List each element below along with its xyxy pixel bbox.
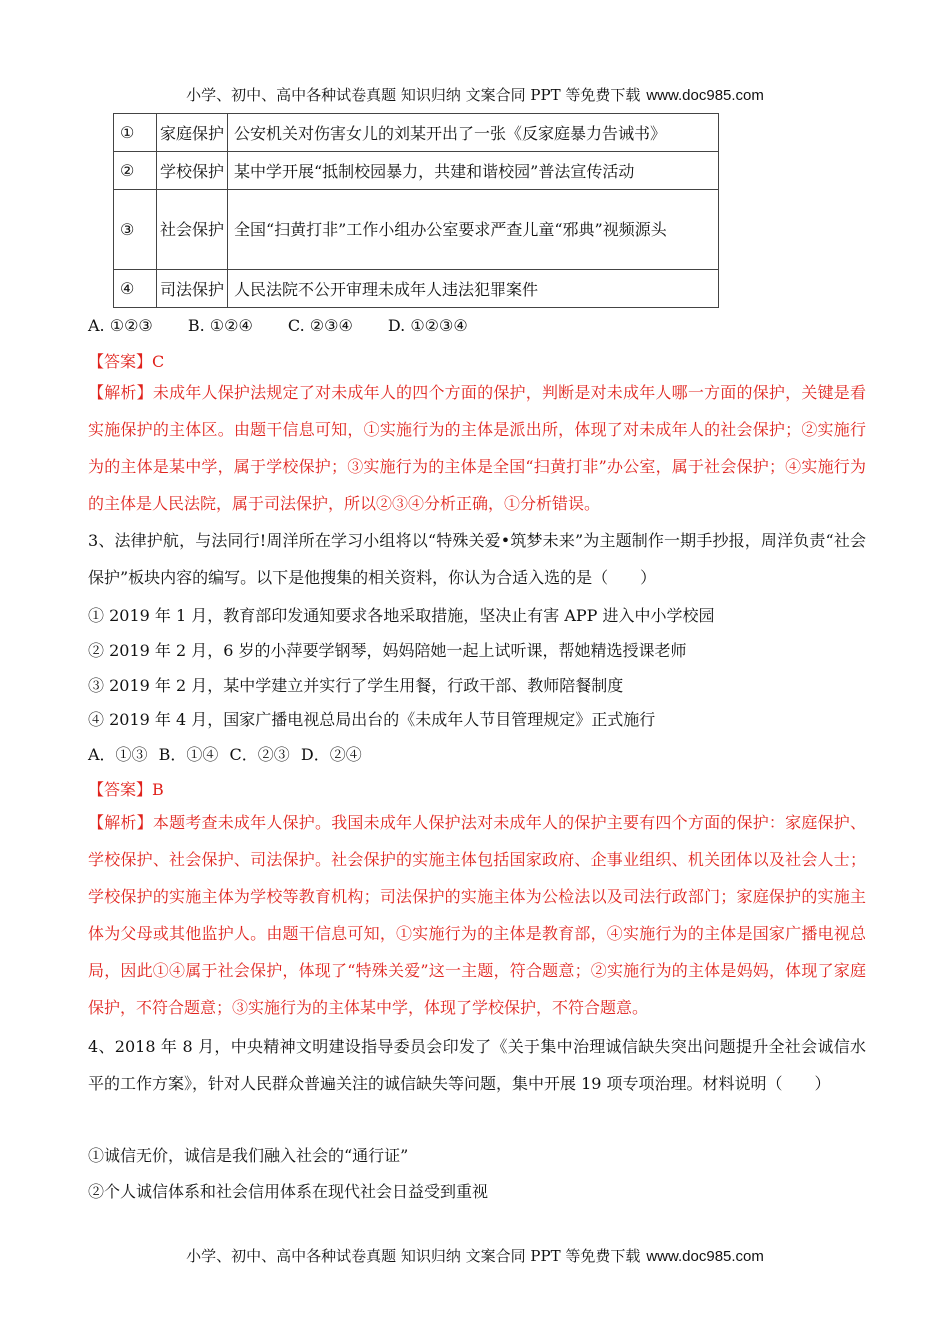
row-category: 学校保护 — [157, 152, 228, 190]
answer-value: C — [152, 352, 165, 371]
q3-item-1: ① 2019 年 1 月，教育部印发通知要求各地采取措施，坚决止有害 APP 进入中小学校园 — [88, 606, 715, 625]
page-footer — [0, 1245, 950, 1266]
answer-value: B — [152, 780, 164, 799]
q2-options — [88, 314, 498, 338]
row-content: 全国“扫黄打非”工作小组办公室要求严查儿童“邪典”视频源头 — [228, 190, 719, 270]
q2-answer — [88, 350, 164, 374]
analysis-text: 未成年人保护法规定了对未成年人的四个方面的保护，判断是对未成年人哪一方面的保护，关键是看实施保护的主体区。由题干信息可知，①实施行为的主体是派出所，体现了对未成年人的社会保护；②实施行为的主体是某中学，属于学校保护；③实施行为的主体是全国“扫黄打非”办公室，属于社会保护；④实施行为的主体是人民法院，属于司法保护，所以②③④分析正确，①分析错误。 — [88, 383, 866, 513]
footer-text: 小学、初中、高中各种试卷真题 知识归纳 文案合同 PPT 等免费下载 — [186, 1247, 641, 1265]
row-content: 公安机关对伤害女儿的刘某开出了一张《反家庭暴力告诫书》 — [228, 114, 719, 152]
q3-analysis — [88, 804, 866, 1026]
q3-item-4: ④ 2019 年 4 月，国家广播电视总局出台的《未成年人节目管理规定》正式施行 — [88, 710, 656, 729]
table-row — [114, 114, 719, 152]
option-d: D. ①②③④ — [387, 316, 468, 335]
option-b: B．①④ — [158, 745, 219, 764]
row-content: 某中学开展“抵制校园暴力，共建和谐校园”普法宣传活动 — [228, 152, 719, 190]
option-d: D．②④ — [300, 745, 362, 764]
option-c: C．②③ — [229, 745, 290, 764]
option-a: A．①③ — [88, 745, 148, 764]
footer-url[interactable]: www.doc985.com — [646, 1248, 764, 1265]
row-content: 人民法院不公开审理未成年人违法犯罪案件 — [228, 270, 719, 308]
row-number: ② — [114, 152, 157, 190]
row-category: 家庭保护 — [157, 114, 228, 152]
analysis-label: 【解析】 — [88, 383, 153, 402]
row-category: 社会保护 — [157, 190, 228, 270]
q4-item-1: ①诚信无价，诚信是我们融入社会的“通行证” — [88, 1146, 409, 1165]
protection-table — [113, 113, 719, 308]
answer-label: 【答案】 — [88, 780, 153, 799]
q4-stem: 4、2018 年 8 月，中央精神文明建设指导委员会印发了《关于集中治理诚信缺失突出问题提升全社会诚信水平的工作方案》，针对人民群众普遍关注的诚信缺失等问题，集中开展 19 项专项治理。材料说明（ ） — [88, 1037, 866, 1093]
q3-options — [88, 743, 368, 767]
q2-analysis — [88, 374, 866, 522]
table-row — [114, 270, 719, 308]
option-c: C. ②③④ — [287, 316, 353, 335]
table-row — [114, 190, 719, 270]
q3-item-3: ③ 2019 年 2 月，某中学建立并实行了学生用餐，行政干部、教师陪餐制度 — [88, 676, 624, 695]
q3-stem: 3、法律护航，与法同行!周洋所在学习小组将以“特殊关爱•筑梦未来”为主题制作一期手抄报，周洋负责“社会保护”板块内容的编写。以下是他搜集的相关资料，你认为合适入选的是（ ） — [88, 531, 866, 587]
option-a: A. ①②③ — [88, 316, 153, 335]
analysis-text: 本题考查未成年人保护。我国未成年人保护法对未成年人的保护主要有四个方面的保护：家庭保护、学校保护、社会保护、司法保护。社会保护的实施主体包括国家政府、企事业组织、机关团体以及社会人士；学校保护的实施主体为学校等教育机构；司法保护的实施主体为公检法以及司法行政部门；家庭保护的实施主体为父母或其他监护人。由题干信息可知，①实施行为的主体是教育部，④实施行为的主体是国家广播电视总局，因此①④属于社会保护，体现了“特殊关爱”这一主题，符合题意；②实施行为的主体是妈妈，体现了家庭保护，不符合题意；③实施行为的主体某中学，体现了学校保护，不符合题意。 — [88, 813, 866, 1017]
table-row — [114, 152, 719, 190]
option-b: B. ①②④ — [187, 316, 253, 335]
header-text: 小学、初中、高中各种试卷真题 知识归纳 文案合同 PPT 等免费下载 — [186, 86, 641, 104]
row-category: 司法保护 — [157, 270, 228, 308]
row-number: ① — [114, 114, 157, 152]
q4-item-2: ②个人诚信体系和社会信用体系在现代社会日益受到重视 — [88, 1182, 489, 1201]
header-url[interactable]: www.doc985.com — [646, 87, 764, 104]
row-number: ④ — [114, 270, 157, 308]
row-number: ③ — [114, 190, 157, 270]
q3-answer — [88, 778, 164, 802]
page-header — [0, 84, 950, 105]
answer-label: 【答案】 — [88, 352, 153, 371]
analysis-label: 【解析】 — [88, 813, 153, 832]
q3-item-2: ② 2019 年 2 月，6 岁的小萍要学钢琴，妈妈陪她一起上试听课，帮她精选授课老师 — [88, 641, 687, 660]
